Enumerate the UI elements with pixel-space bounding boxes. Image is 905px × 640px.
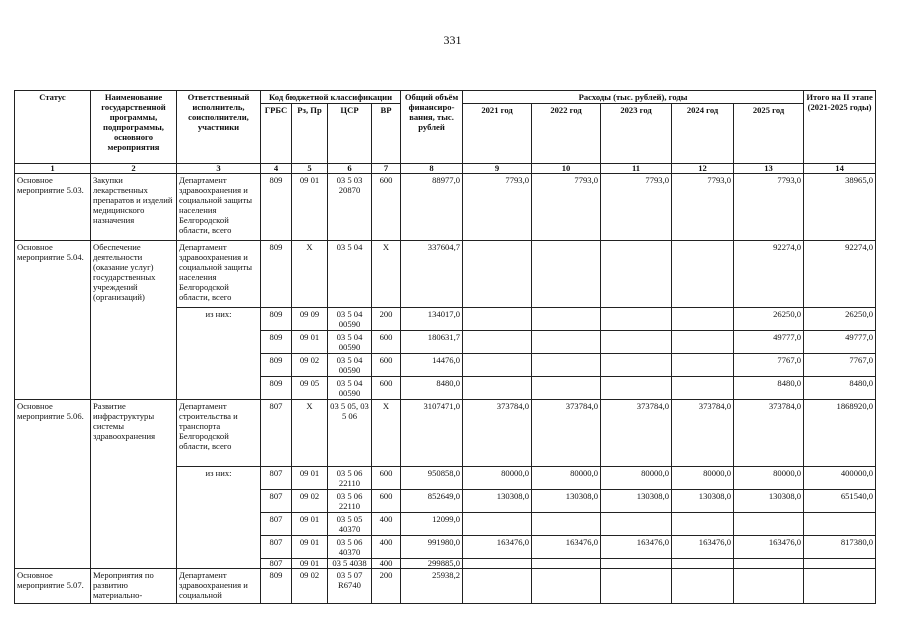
- header-name: Наименование государственной программы, подпрограммы, основного мероприятия: [91, 91, 177, 164]
- cell-2025: 7793,0: [734, 174, 804, 241]
- cell-rzpr: 09 05: [292, 377, 328, 400]
- cell-rzpr: 09 01: [292, 559, 328, 569]
- cell-2025: 163476,0: [734, 536, 804, 559]
- cell-2024: 130308,0: [672, 490, 734, 513]
- cell-grbs: 809: [261, 569, 292, 604]
- cell-stage-total: [804, 513, 876, 536]
- column-number: 12: [672, 164, 734, 174]
- cell-2022: [532, 569, 601, 604]
- cell-vr: 600: [372, 467, 401, 490]
- cell-2023: 373784,0: [601, 400, 672, 467]
- column-number: 8: [401, 164, 463, 174]
- cell-2023: 163476,0: [601, 536, 672, 559]
- header-vr: ВР: [372, 104, 401, 164]
- row-responsible: Департамент здравоохранения и социальной защиты населения Белгородской области, всего: [177, 174, 261, 241]
- cell-2021: [463, 308, 532, 331]
- cell-vr: 600: [372, 174, 401, 241]
- header-grbs: ГРБС: [261, 104, 292, 164]
- cell-2022: 7793,0: [532, 174, 601, 241]
- cell-vr: 600: [372, 331, 401, 354]
- cell-2025: 130308,0: [734, 490, 804, 513]
- cell-2024: [672, 377, 734, 400]
- cell-rzpr: 09 02: [292, 354, 328, 377]
- cell-2023: [601, 331, 672, 354]
- row-status: Основное мероприятие 5.03.: [15, 174, 91, 241]
- cell-2022: [532, 377, 601, 400]
- cell-2024: [672, 308, 734, 331]
- header-stage-total: Итого на II этапе (2021-2025 годы): [804, 91, 876, 164]
- column-number: 6: [328, 164, 372, 174]
- cell-grbs: 809: [261, 174, 292, 241]
- cell-2022: [532, 559, 601, 569]
- cell-rzpr: 09 01: [292, 331, 328, 354]
- cell-2024: [672, 559, 734, 569]
- cell-vr: 600: [372, 490, 401, 513]
- cell-2024: [672, 569, 734, 604]
- cell-2024: [672, 241, 734, 308]
- column-number: 10: [532, 164, 601, 174]
- header-status: Статус: [15, 91, 91, 164]
- cell-vr: X: [372, 241, 401, 308]
- cell-csr: 03 5 06 22110: [328, 490, 372, 513]
- cell-2022: [532, 308, 601, 331]
- cell-2021: 163476,0: [463, 536, 532, 559]
- column-number: 1: [15, 164, 91, 174]
- cell-stage-total: 92274,0: [804, 241, 876, 308]
- cell-total: 337604,7: [401, 241, 463, 308]
- cell-2021: [463, 377, 532, 400]
- cell-grbs: 809: [261, 308, 292, 331]
- cell-2021: [463, 241, 532, 308]
- cell-grbs: 809: [261, 377, 292, 400]
- cell-total: 14476,0: [401, 354, 463, 377]
- cell-2025: 80000,0: [734, 467, 804, 490]
- cell-vr: 400: [372, 559, 401, 569]
- header-total: Общий объём финансиро-вания, тыс. рублей: [401, 91, 463, 164]
- cell-csr: 03 5 4038: [328, 559, 372, 569]
- cell-2024: 373784,0: [672, 400, 734, 467]
- row-sub-label: из них:: [177, 467, 261, 569]
- header-budget-code: Код бюджетной классификации: [261, 91, 401, 104]
- cell-grbs: 809: [261, 331, 292, 354]
- column-number: 4: [261, 164, 292, 174]
- cell-2024: [672, 331, 734, 354]
- cell-total: 25938,2: [401, 569, 463, 604]
- cell-csr: 03 5 04 00590: [328, 377, 372, 400]
- cell-rzpr: 09 02: [292, 569, 328, 604]
- cell-2025: 8480,0: [734, 377, 804, 400]
- cell-2021: 373784,0: [463, 400, 532, 467]
- header-2023: 2023 год: [601, 104, 672, 164]
- cell-2024: 80000,0: [672, 467, 734, 490]
- page-number: 331: [443, 33, 462, 47]
- cell-rzpr: X: [292, 241, 328, 308]
- header-2024: 2024 год: [672, 104, 734, 164]
- cell-vr: 400: [372, 513, 401, 536]
- table-row-5-07: [15, 569, 876, 604]
- cell-2022: 130308,0: [532, 490, 601, 513]
- row-sub-label: из них:: [177, 308, 261, 400]
- cell-2023: 80000,0: [601, 467, 672, 490]
- cell-csr: 03 5 05 40370: [328, 513, 372, 536]
- cell-2024: [672, 513, 734, 536]
- cell-csr: 03 5 07 R6740: [328, 569, 372, 604]
- row-name: Обеспечение деятельности (оказание услуг) государственных учреждений (организаций): [91, 241, 177, 400]
- cell-2025: 49777,0: [734, 331, 804, 354]
- cell-stage-total: 8480,0: [804, 377, 876, 400]
- header-responsible: Ответственный исполнитель, соисполнители, участники: [177, 91, 261, 164]
- cell-2024: 163476,0: [672, 536, 734, 559]
- cell-rzpr: 09 09: [292, 308, 328, 331]
- column-number: 2: [91, 164, 177, 174]
- cell-rzpr: X: [292, 400, 328, 467]
- row-responsible: Департамент здравоохранения и социальной: [177, 569, 261, 604]
- cell-total: 950858,0: [401, 467, 463, 490]
- column-number: 13: [734, 164, 804, 174]
- cell-2023: [601, 308, 672, 331]
- cell-grbs: 807: [261, 467, 292, 490]
- row-status: Основное мероприятие 5.04.: [15, 241, 91, 400]
- header-2025: 2025 год: [734, 104, 804, 164]
- cell-2023: [601, 354, 672, 377]
- cell-vr: 600: [372, 377, 401, 400]
- cell-2025: [734, 513, 804, 536]
- cell-csr: 03 5 06 22110: [328, 467, 372, 490]
- cell-total: 88977,0: [401, 174, 463, 241]
- cell-2022: [532, 513, 601, 536]
- row-name: Мероприятия по развитию материально-: [91, 569, 177, 604]
- column-number: 3: [177, 164, 261, 174]
- row-responsible: Департамент здравоохранения и социальной защиты населения Белгородской области, всего: [177, 241, 261, 308]
- cell-2021: [463, 354, 532, 377]
- column-number: 9: [463, 164, 532, 174]
- row-status: Основное мероприятие 5.07.: [15, 569, 91, 604]
- header-2021: 2021 год: [463, 104, 532, 164]
- cell-csr: 03 5 03 20870: [328, 174, 372, 241]
- cell-stage-total: 49777,0: [804, 331, 876, 354]
- row-name: Развитие инфраструктуры системы здравоохранения: [91, 400, 177, 569]
- cell-rzpr: 09 01: [292, 467, 328, 490]
- cell-stage-total: 26250,0: [804, 308, 876, 331]
- cell-2022: [532, 331, 601, 354]
- header-expenses: Расходы (тыс. рублей), годы: [463, 91, 804, 104]
- cell-2024: 7793,0: [672, 174, 734, 241]
- cell-2023: 130308,0: [601, 490, 672, 513]
- column-number: 14: [804, 164, 876, 174]
- cell-vr: X: [372, 400, 401, 467]
- cell-2022: [532, 354, 601, 377]
- cell-vr: 400: [372, 536, 401, 559]
- cell-2021: 130308,0: [463, 490, 532, 513]
- cell-2021: 7793,0: [463, 174, 532, 241]
- cell-2025: 7767,0: [734, 354, 804, 377]
- cell-rzpr: 09 01: [292, 174, 328, 241]
- cell-total: 8480,0: [401, 377, 463, 400]
- cell-2021: [463, 513, 532, 536]
- header-2022: 2022 год: [532, 104, 601, 164]
- row-name: Закупки лекарственных препаратов и изделий медицинского назначения: [91, 174, 177, 241]
- cell-vr: 200: [372, 569, 401, 604]
- cell-2023: [601, 559, 672, 569]
- cell-2022: 373784,0: [532, 400, 601, 467]
- cell-2025: 26250,0: [734, 308, 804, 331]
- cell-2025: [734, 559, 804, 569]
- cell-2022: 163476,0: [532, 536, 601, 559]
- table-row-5-04: [15, 241, 876, 308]
- table-row-5-03: [15, 174, 876, 241]
- cell-total: 3107471,0: [401, 400, 463, 467]
- header-row-1: [15, 91, 876, 104]
- cell-2025: [734, 569, 804, 604]
- cell-grbs: 807: [261, 513, 292, 536]
- column-number-row: [15, 164, 876, 174]
- table-row-5-06: [15, 400, 876, 467]
- cell-stage-total: [804, 559, 876, 569]
- cell-grbs: 807: [261, 490, 292, 513]
- cell-total: 12099,0: [401, 513, 463, 536]
- cell-csr: 03 5 04: [328, 241, 372, 308]
- cell-2021: [463, 569, 532, 604]
- cell-2021: [463, 559, 532, 569]
- column-number: 5: [292, 164, 328, 174]
- cell-csr: 03 5 04 00590: [328, 331, 372, 354]
- cell-2021: [463, 331, 532, 354]
- cell-2023: [601, 377, 672, 400]
- cell-total: 852649,0: [401, 490, 463, 513]
- cell-grbs: 809: [261, 354, 292, 377]
- cell-2023: [601, 513, 672, 536]
- cell-vr: 200: [372, 308, 401, 331]
- cell-stage-total: 1868920,0: [804, 400, 876, 467]
- cell-2023: [601, 241, 672, 308]
- cell-csr: 03 5 04 00590: [328, 354, 372, 377]
- cell-2024: [672, 354, 734, 377]
- cell-2022: [532, 241, 601, 308]
- cell-csr: 03 5 04 00590: [328, 308, 372, 331]
- header-csr: ЦСР: [328, 104, 372, 164]
- row-status: Основное мероприятие 5.06.: [15, 400, 91, 569]
- cell-total: 134017,0: [401, 308, 463, 331]
- cell-stage-total: [804, 569, 876, 604]
- budget-table: [14, 90, 876, 604]
- cell-grbs: 809: [261, 241, 292, 308]
- column-number: 7: [372, 164, 401, 174]
- column-number: 11: [601, 164, 672, 174]
- cell-rzpr: 09 02: [292, 490, 328, 513]
- cell-stage-total: 400000,0: [804, 467, 876, 490]
- cell-vr: 600: [372, 354, 401, 377]
- row-responsible: Департамент строительства и транспорта Белгородской области, всего: [177, 400, 261, 467]
- cell-csr: 03 5 05, 03 5 06: [328, 400, 372, 467]
- cell-grbs: 807: [261, 559, 292, 569]
- cell-2025: 373784,0: [734, 400, 804, 467]
- cell-stage-total: 38965,0: [804, 174, 876, 241]
- cell-2023: 7793,0: [601, 174, 672, 241]
- cell-stage-total: 817380,0: [804, 536, 876, 559]
- cell-grbs: 807: [261, 400, 292, 467]
- cell-csr: 03 5 06 40370: [328, 536, 372, 559]
- cell-total: 991980,0: [401, 536, 463, 559]
- cell-total: 180631,7: [401, 331, 463, 354]
- cell-rzpr: 09 01: [292, 536, 328, 559]
- cell-total: 299885,0: [401, 559, 463, 569]
- cell-2021: 80000,0: [463, 467, 532, 490]
- cell-2022: 80000,0: [532, 467, 601, 490]
- header-rzpr: Рз, Пр: [292, 104, 328, 164]
- cell-stage-total: 7767,0: [804, 354, 876, 377]
- cell-rzpr: 09 01: [292, 513, 328, 536]
- cell-stage-total: 651540,0: [804, 490, 876, 513]
- cell-2023: [601, 569, 672, 604]
- cell-grbs: 807: [261, 536, 292, 559]
- cell-2025: 92274,0: [734, 241, 804, 308]
